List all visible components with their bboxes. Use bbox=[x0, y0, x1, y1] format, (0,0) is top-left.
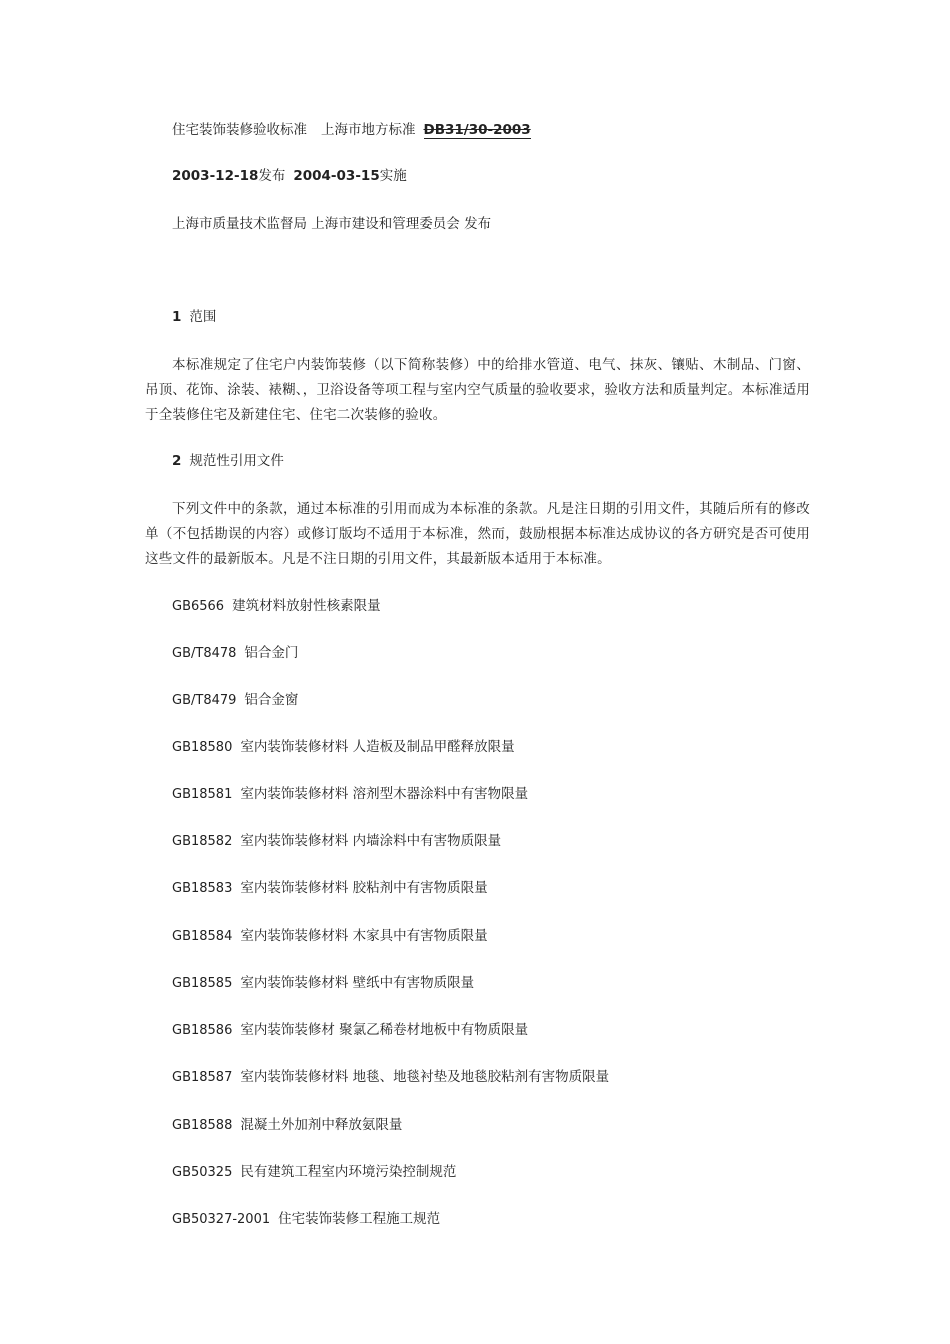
reference-title: 室内装饰装修材料 人造板及制品甲醛释放限量 bbox=[240, 739, 515, 755]
reference-item bbox=[172, 1210, 440, 1229]
section-1-heading bbox=[172, 308, 216, 326]
reference-item bbox=[172, 1068, 609, 1087]
reference-title: 室内装饰装修材料 壁纸中有害物质限量 bbox=[240, 975, 475, 991]
reference-item bbox=[172, 1021, 528, 1040]
section-2-heading bbox=[172, 452, 284, 470]
section-number: 2 bbox=[172, 453, 182, 469]
reference-item bbox=[172, 738, 515, 757]
reference-title: 室内装饰装修材料 地毯、地毯衬垫及地毯胶粘剂有害物质限量 bbox=[240, 1069, 610, 1085]
dates-line bbox=[172, 167, 407, 185]
section-1-body: 本标准规定了住宅户内装饰装修（以下简称装修）中的给排水管道、电气、抹灰、镶贴、木制品、门窗、吊顶、花饰、涂装、裱糊、，卫浴设备等项工程与室内空气质量的验收要求，验收方法和质量判定。本标准适用于全装修住宅及新建住宅、住宅二次装修的验收。 bbox=[145, 357, 810, 423]
reference-title: 室内装饰装修材料 胶粘剂中有害物质限量 bbox=[240, 880, 488, 896]
reference-title: 室内装饰装修材料 溶剂型木器涂料中有害物限量 bbox=[240, 786, 529, 802]
reference-code: GB18585 bbox=[172, 976, 233, 991]
reference-code: GB/T8478 bbox=[172, 646, 237, 661]
reference-code: GB18586 bbox=[172, 1023, 233, 1038]
reference-title: 住宅装饰装修工程施工规范 bbox=[278, 1211, 441, 1227]
reference-item bbox=[172, 597, 381, 616]
publish-label: 发布 bbox=[258, 168, 286, 184]
issuers-line: 上海市质量技术监督局 上海市建设和管理委员会 发布 bbox=[172, 216, 492, 232]
reference-title: 铝合金窗 bbox=[244, 692, 299, 708]
reference-code: GB18581 bbox=[172, 787, 233, 802]
reference-code: GB18580 bbox=[172, 740, 233, 755]
reference-item bbox=[172, 1163, 456, 1182]
reference-title: 室内装饰装修材料 内墙涂料中有害物质限量 bbox=[240, 833, 502, 849]
reference-title: 民有建筑工程室内环境污染控制规范 bbox=[240, 1164, 457, 1180]
reference-item bbox=[172, 927, 488, 946]
reference-item bbox=[172, 691, 298, 710]
reference-title: 混凝土外加剂中释放氨限量 bbox=[240, 1117, 403, 1133]
local-standard-label: 上海市地方标准 bbox=[321, 122, 416, 138]
reference-code: GB18588 bbox=[172, 1118, 233, 1133]
reference-code: GB6566 bbox=[172, 599, 225, 614]
reference-title: 室内装饰装修材料 木家具中有害物质限量 bbox=[240, 928, 488, 944]
effective-date: 2004-03-15 bbox=[293, 168, 380, 184]
reference-item bbox=[172, 974, 474, 993]
reference-item bbox=[172, 879, 488, 898]
reference-item bbox=[172, 644, 298, 663]
reference-code: GB18583 bbox=[172, 881, 233, 896]
standard-code: DB31/30-2003 bbox=[423, 122, 531, 138]
reference-item bbox=[172, 1116, 402, 1135]
section-title: 规范性引用文件 bbox=[189, 453, 284, 469]
reference-code: GB18584 bbox=[172, 929, 233, 944]
effective-label: 实施 bbox=[379, 168, 407, 184]
section-title: 范围 bbox=[189, 309, 217, 325]
reference-code: GB/T8479 bbox=[172, 693, 237, 708]
publish-date: 2003-12-18 bbox=[172, 168, 259, 184]
reference-code: GB18587 bbox=[172, 1070, 233, 1085]
reference-item bbox=[172, 785, 528, 804]
reference-title: 铝合金门 bbox=[244, 645, 299, 661]
reference-code: GB50327-2001 bbox=[172, 1212, 271, 1227]
reference-title: 建筑材料放射性核素限量 bbox=[232, 598, 381, 614]
reference-item bbox=[172, 832, 501, 851]
section-number: 1 bbox=[172, 309, 182, 325]
section-2-body: 下列文件中的条款，通过本标准的引用而成为本标准的条款。凡是注日期的引用文件，其随后所有的修改单（不包括勘误的内容）或修订版均不适用于本标准，然而，鼓励根据本标准达成协议的各方研究是否可使用这些文件的最新版本。凡是不注日期的引用文件，其最新版本适用于本标准。 bbox=[145, 501, 810, 567]
document-title: 住宅装饰装修验收标准 bbox=[172, 122, 307, 138]
reference-code: GB50325 bbox=[172, 1165, 233, 1180]
reference-code: GB18582 bbox=[172, 834, 233, 849]
header-line bbox=[172, 121, 531, 139]
reference-title: 室内装饰装修材 聚氯乙稀卷材地板中有物质限量 bbox=[240, 1022, 529, 1038]
